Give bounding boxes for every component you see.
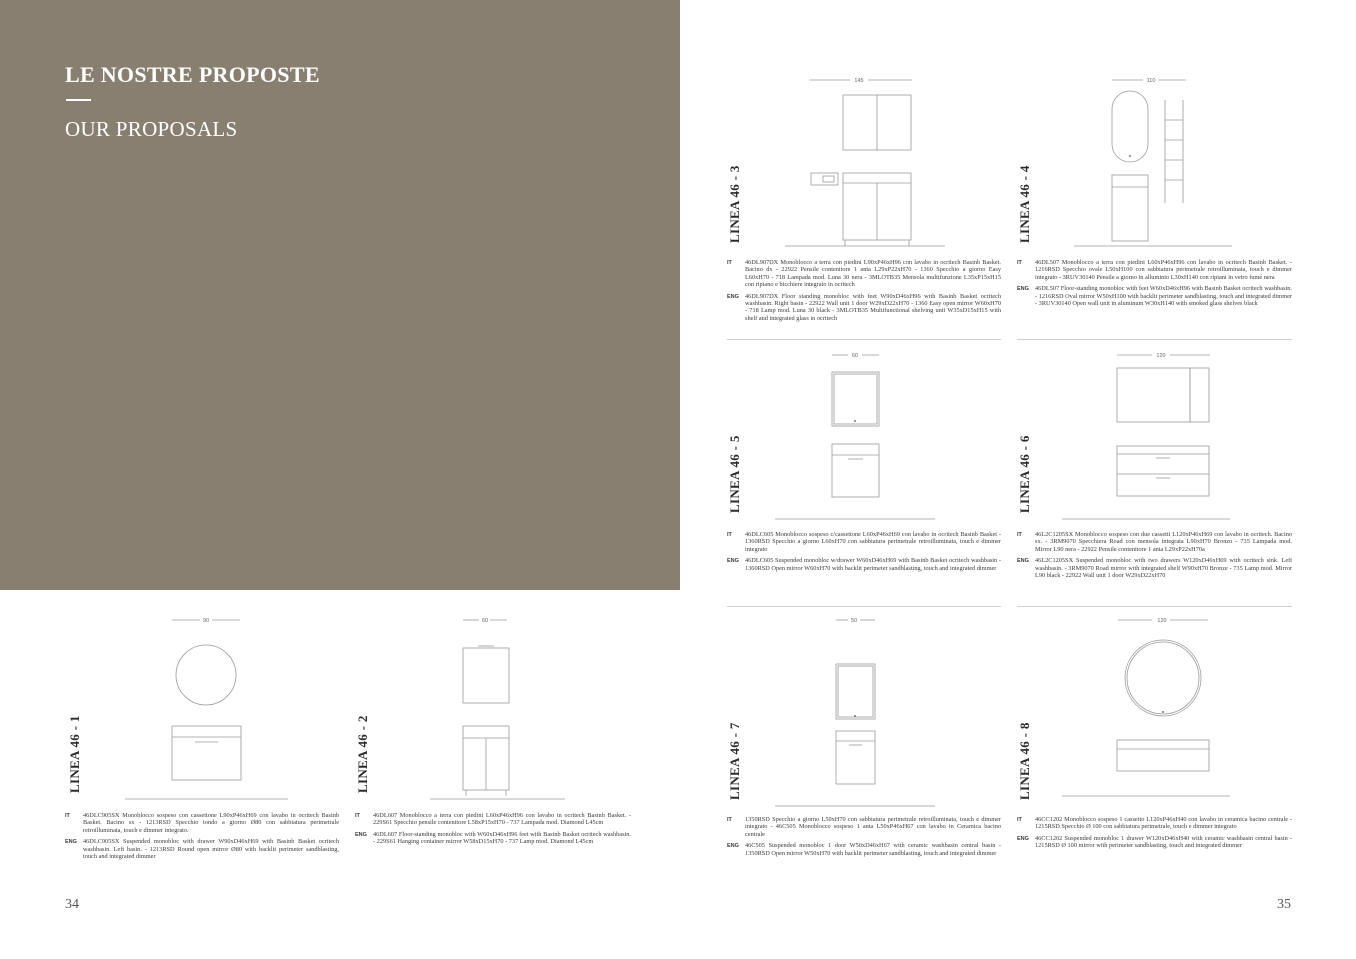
description-en: 46DL907DX Floor standing monobloc with feet W90xD46xH96 with Basinb Basket ocritech washbasin. Right basin - 22922 Wall unit 1 door W29xD22xH70 - 1360 Easy open mirror W60xH70 - 718 Lamp mod. Luna 30 black - 3MLOTB35 Multifunctional shelving unit W35xD15xH15 with shelf and integrated glass in ocritech [745, 292, 1001, 322]
description: IT 46CC1202 Monoblocco sospeso 1 cassetto L120xP46xH40 con lavabo in ceramica bacino centrale - 1215RSD Specchio Ø 100 con sabbiatura perimetrale, touch e dimmer integrato ENG 46CC1202 Suspended monobloc 1 drawer W120xD46xH40 with ceramic washbasin central basin - 1215RSD Ø 100 mirror with perimeter sandblasting, touch and integrated dimmer [1017, 816, 1292, 850]
width-dimension: 60 [481, 618, 489, 624]
line-label: LINEA 46 - 3 [727, 165, 742, 243]
description: IT 46DLC605 Monoblocco sospeso c/cassettone L60xP46xH69 con lavabo in ocritech Basinb Basket - 1360RSD Specchio a giorno L60xH70 con sabbiatura perimetrale retroilluminata, touch e dimmer integrato ENG 46DLC605 Suspended monobloc w/drawer W60xD46xH69 with Basinb Basket ocritech washbasin - 1360RSD Open mirror W60xH70 with backlit perimeter sandblasting, touch and integrated dimmer [727, 531, 1001, 572]
width-dimension: 120 [1157, 618, 1167, 624]
line-label: LINEA 46 - 6 [1017, 435, 1032, 513]
description-en: 46L2C1205SX Suspended monobloc with two drawers W120xD46xH69 with ocritech sink. Left washbasin. - 3RM9070 Road mirror with integrated shelf W90xH70 Bronze - 735 Lamp mod. Mirror L90 black - 22922 Wall unit 1 door W29xD22xH70 [1035, 557, 1292, 580]
description-it: 46DLC605 Monoblocco sospeso c/cassettone L60xP46xH69 con lavabo in ocritech Basinb Basket - 1360RSD Specchio a giorno L60xH70 con sabbiatura perimetrale retroilluminata, touch e dimmer integrato [745, 531, 1001, 553]
description-en: 46CC1202 Suspended monobloc 1 drawer W120xD46xH40 with ceramic washbasin central basin - 1215RSD Ø 100 mirror with perimeter sandblasting, touch and integrated dimmer [1035, 834, 1292, 850]
description-en: 46C505 Suspended monobloc 1 door W50xD46xH67 with ceramic washbasin central basin - 1350RSD Open mirror W50xH70 with backlit perimeter sandblasting, touch and integrated dimmer [745, 842, 1001, 857]
width-dimension: 110 [1146, 78, 1156, 84]
description: IT 46DL607 Monoblocco a terra con piedini L60xP46xH96 con lavabo in ocritech Basinb Basket. - 229S61 Specchio pensile contenitore L58xP15xH70 - 737 Lampada mod. Diamond L45cm ENG 46DL607 Floor-standing monobloc with W60xD46xH96 feet with Basinb Basket ocritech washbasin. - 229S61 Hanging container mirror W58xD15xH70 - 737 Lamp mod. Diamond L45cm [355, 812, 631, 846]
description: IT 1350RSD Specchio a giorno L50xH70 con sabbiatura perimetrale retroilluminata, touch e dimmer integrato - 46C505 Monoblocco sospeso 1 anta L50xP46xH67 con lavabo in Ceramica bacino centrale ENG 46C505 Suspended monobloc 1 door W50xD46xH67 with ceramic washbasin central basin - 1350RSD Open mirror W50xH70 with backlit perimeter sandblasting, touch and integrated dimmer [727, 816, 1001, 857]
description-en: 46DL607 Floor-standing monobloc with W60xD46xH96 feet with Basinb Basket ocritech washbasin. - 229S61 Hanging container mirror W58xD15xH70 - 737 Lamp mod. Diamond L45cm [373, 830, 631, 846]
width-dimension: 145 [854, 78, 864, 84]
description: IT 46DL907DX Monoblocco a terra con piedini L90xP46xH96 con lavabo in ocritech Basinb Basket. Bacino dx - 22922 Pensile contenitore 1 anta L29xP22xH70 - 1360 Specchio a giorno Easy L60xH70 - 718 Lampada mod. Luna 30 nera - 3MLOTB35 Mensola multifunzione L35xP15xH15 con ripiano e bicchiere integrato in ocritech ENG 46DL907DX Floor standing monobloc with feet W90xD46xH96 with Basinb Basket ocritech washbasin. Right basin - 22922 Wall unit 1 door W29xD22xH70 - 1360 Easy open mirror W60xH70 - 718 Lamp mod. Luna 30 black - 3MLOTB35 Multifunctional shelving unit W35xD15xH15 with shelf and integrated glass in ocritech [727, 259, 1001, 322]
description: IT 46DLC905SX Monoblocco sospeso con cassettone L90xP46xH69 con lavabo in ocritech Basinb Basket. Bacino sx - 1213RSD Specchio tondo a giorno Ø80 con sabbiatura perimetrale retroilluminata, touch e dimmer integrato. ENG 46DLC905SX Suspended monobloc with drawer W90xD46xH69 with Basinb Basket ocritech washbasin. Left basin. - 1213RSD Round open mirror Ø80 with backlit perimeter sandblasting, touch and integrated dimmer [65, 812, 339, 861]
description-it: 1350RSD Specchio a giorno L50xH70 con sabbiatura perimetrale retroilluminata, touch e dimmer integrato - 46C505 Monoblocco sospeso 1 anta L50xP46xH67 con lavabo in Ceramica bacino centrale [745, 816, 1001, 838]
description-en: 46DLC905SX Suspended monobloc with drawer W90xD46xH69 with Basinb Basket ocritech washbasin. Left basin. - 1213RSD Round open mirror Ø80 with backlit perimeter sandblasting, touch and integrated dimmer [83, 838, 339, 861]
description-en: 46DL507 Floor-standing monobloc with feet W60xD46xH96 with Basinb Basket ocritech washbasin. - 1216RSD Oval mirror W50xH100 with backlit perimeter sandblasting, touch and integrated dimmer - 3RUV30140 Open wall unit in aluminum W30xH140 with smoked glass shelves black [1035, 285, 1292, 308]
hero-title: LE NOSTRE PROPOSTE [65, 62, 320, 87]
description: IT 46L2C1205SX Monoblocco sospeso con due cassetti L120xP46xH69 con lavabo in ocritech. Bacino sx. - 3RM9070 Specchiera Road con mensola integrata L90xH70 Bronzo - 735 Lampada mod. Mirror L90 nera - 22922 Pensile contenitore 1 anta L29xP22xH70a ENG 46L2C1205SX Suspended monobloc with two drawers W120xD46xH69 with ocritech sink. Left washbasin. - 3RM9070 Road mirror with integrated shelf W90xH70 Bronze - 735 Lamp mod. Mirror L90 black - 22922 Wall unit 1 door W29xD22xH70 [1017, 531, 1292, 580]
width-dimension: 120 [1156, 353, 1166, 359]
description-it: 46DLC905SX Monoblocco sospeso con cassettone L90xP46xH69 con lavabo in ocritech Basinb Basket. Bacino sx - 1213RSD Specchio tondo a giorno Ø80 con sabbiatura perimetrale retroilluminata, touch e dimmer integrato. [83, 812, 339, 834]
description-it: 46CC1202 Monoblocco sospeso 1 cassetto L120xP46xH40 con lavabo in ceramica bacino centrale - 1215RSD Specchio Ø 100 con sabbiatura perimetrale, touch e dimmer integrato [1035, 816, 1292, 831]
description: IT 46DL507 Monoblocco a terra con piedini L60xP46xH96 con lavabo in ocritech Basinb Basket. - 1216RSD Specchio ovale L50xH100 con sabbiatura perimetrale retroilluminata, touch e dimmer integrato - 3RUV30140 Pensile a giorno in alluminio L30xH140 con ripiani in vetro fumé nera ENG 46DL507 Floor-standing monobloc with feet W60xD46xH96 with Basinb Basket ocritech washbasin. - 1216RSD Oval mirror W50xH100 with backlit perimeter sandblasting, touch and integrated dimmer - 3RUV30140 Open wall unit in aluminum W30xH140 with smoked glass shelves black [1017, 259, 1292, 308]
description-it: 46DL907DX Monoblocco a terra con piedini L90xP46xH96 con lavabo in ocritech Basinb Basket. Bacino dx - 22922 Pensile contenitore 1 anta L29xP22xH70 - 1360 Specchio a giorno Easy L60xH70 - 718 Lampada mod. Luna 30 nera - 3MLOTB35 Mensola multifunzione L35xP15xH15 con ripiano e bicchiere integrato in ocritech [745, 259, 1001, 289]
line-label: LINEA 46 - 1 [67, 715, 82, 793]
description-it: 46L2C1205SX Monoblocco sospeso con due cassetti L120xP46xH69 con lavabo in ocritech. Bacino sx. - 3RM9070 Specchiera Road con mensola integrata L90xH70 Bronzo - 735 Lampada mod. Mirror L90 nera - 22922 Pensile contenitore 1 anta L29xP22xH70a [1035, 531, 1292, 553]
width-dimension: 90 [202, 618, 210, 624]
line-label: LINEA 46 - 4 [1017, 165, 1032, 243]
line-label: LINEA 46 - 8 [1017, 722, 1032, 800]
width-dimension: 60 [851, 353, 859, 359]
page-number-right: 35 [1277, 897, 1291, 912]
line-label: LINEA 46 - 7 [727, 722, 742, 800]
line-label: LINEA 46 - 2 [355, 715, 370, 793]
hero-subtitle: OUR PROPOSALS [65, 117, 238, 141]
description-en: 46DLC605 Suspended monobloc w/drawer W60xD46xH69 with Basinb Basket ocritech washbasin - 1360RSD Open mirror W60xH70 with backlit perimeter sandblasting, touch and integrated dimmer [745, 557, 1001, 572]
description-it: 46DL507 Monoblocco a terra con piedini L60xP46xH96 con lavabo in ocritech Basinb Basket. - 1216RSD Specchio ovale L50xH100 con sabbiatura perimetrale retroilluminata, touch e dimmer integrato - 3RUV30140 Pensile a giorno in alluminio L30xH140 con ripiani in vetro fumé nera [1035, 259, 1292, 281]
description-it: 46DL607 Monoblocco a terra con piedini L60xP46xH96 con lavabo in ocritech Basinb Basket. - 229S61 Specchio pensile contenitore L58xP15xH70 - 737 Lampada mod. Diamond L45cm [373, 812, 631, 827]
line-label: LINEA 46 - 5 [727, 435, 742, 513]
width-dimension: 50 [850, 618, 858, 624]
page-number-left: 34 [65, 897, 79, 912]
